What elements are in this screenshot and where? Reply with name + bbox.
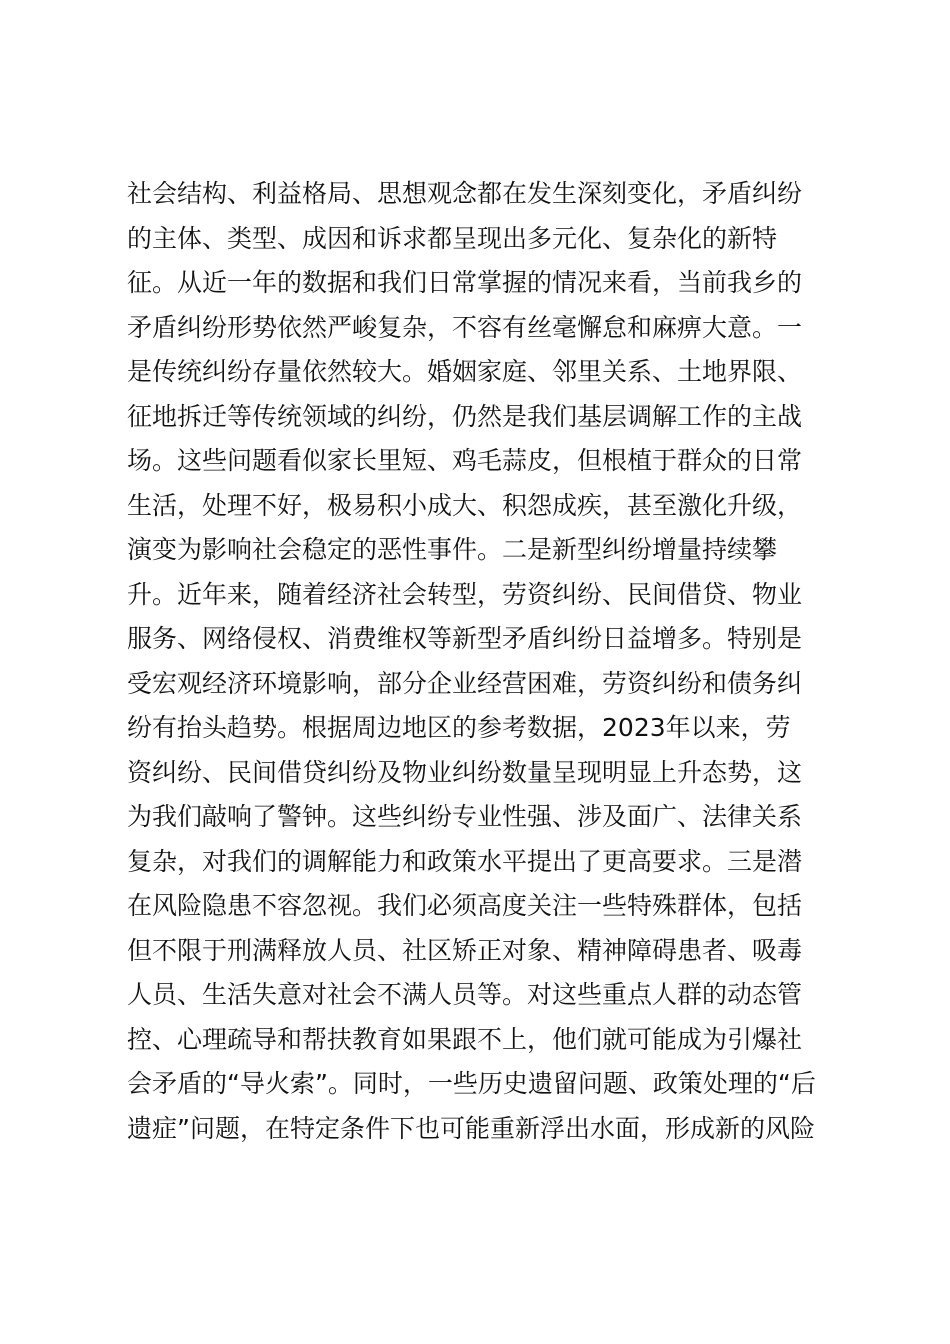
text-line: 纷有抬头趋势。根据周边地区的参考数据，2023年以来，劳 (127, 713, 791, 742)
text-line: 控、心理疏导和帮扶教育如果跟不上，他们就可能成为引爆社 (127, 1024, 803, 1054)
text-line: 在风险隐患不容忽视。我们必须高度关注一些特殊群体，包括 (127, 891, 803, 920)
text-line: 复杂，对我们的调解能力和政策水平提出了更高要求。三是潜 (127, 846, 803, 876)
body-paragraph (127, 172, 847, 1151)
text-line: 生活，处理不好，极易积小成大、积怨成疾，甚至激化升级， (127, 490, 803, 520)
text-line: 资纠纷、民间借贷纠纷及物业纠纷数量呈现明显上升态势，这 (127, 757, 803, 787)
text-line: 受宏观经济环境影响，部分企业经营困难，劳资纠纷和债务纠 (127, 668, 803, 698)
text-line: 社会结构、利益格局、思想观念都在发生深刻变化，矛盾纠纷 (127, 179, 803, 208)
text-line: 但不限于刑满释放人员、社区矫正对象、精神障碍患者、吸毒 (127, 935, 803, 965)
text-line: 演变为影响社会稳定的恶性事件。二是新型纠纷增量持续攀 (127, 535, 778, 564)
text-line: 的主体、类型、成因和诉求都呈现出多元化、复杂化的新特 (127, 223, 778, 253)
text-line: 人员、生活失意对社会不满人员等。对这些重点人群的动态管 (127, 980, 803, 1009)
text-line: 会矛盾的“导火索”。同时，一些历史遗留问题、政策处理的“后 (127, 1069, 816, 1098)
text-line: 为我们敲响了警钟。这些纠纷专业性强、涉及面广、法律关系 (127, 802, 803, 831)
text-line: 服务、网络侵权、消费维权等新型矛盾纠纷日益增多。特别是 (127, 624, 803, 653)
text-line: 升。近年来，随着经济社会转型，劳资纠纷、民间借贷、物业 (127, 579, 803, 609)
text-line: 场。这些问题看似家长里短、鸡毛蒜皮，但根植于群众的日常 (127, 446, 803, 475)
text-line: 征地拆迁等传统领域的纠纷，仍然是我们基层调解工作的主战 (127, 401, 803, 431)
text-line: 遗症”问题，在特定条件下也可能重新浮出水面，形成新的风险 (127, 1113, 815, 1143)
text-line: 是传统纠纷存量依然较大。婚姻家庭、邻里关系、土地界限、 (127, 357, 803, 386)
text-line: 征。从近一年的数据和我们日常掌握的情况来看，当前我乡的 (127, 268, 803, 297)
text-line: 矛盾纠纷形势依然严峻复杂，不容有丝毫懈怠和麻痹大意。一 (127, 312, 803, 342)
